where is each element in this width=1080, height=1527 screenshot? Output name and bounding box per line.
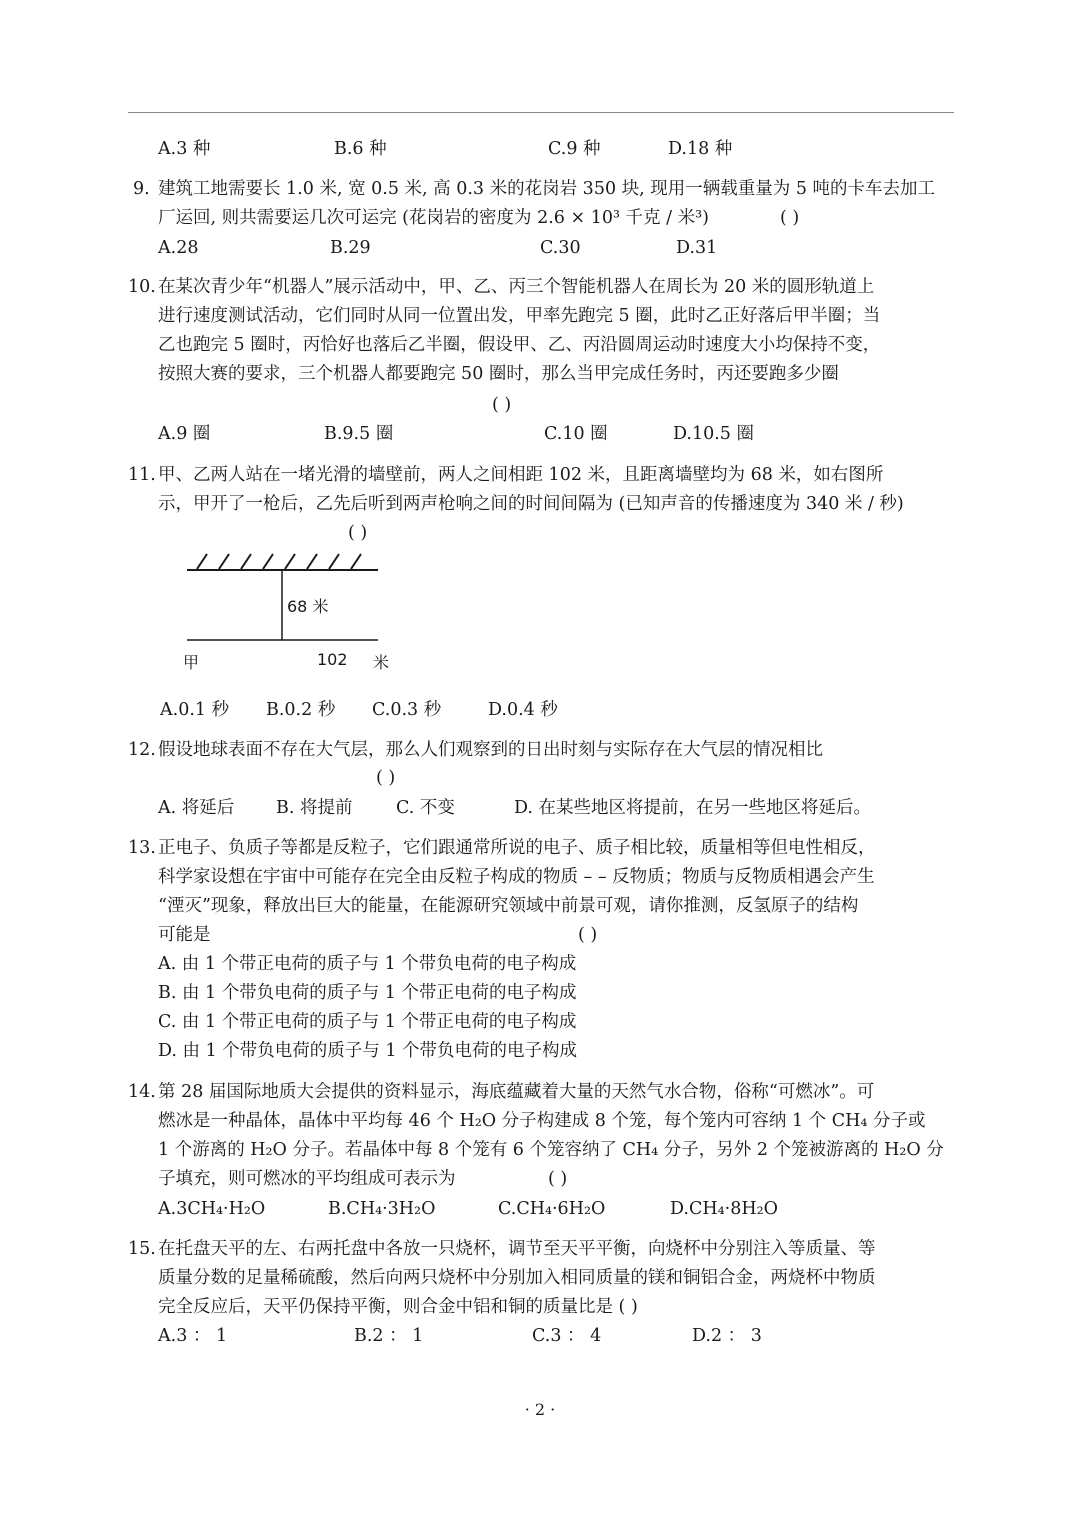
q9-line-2: 厂运回, 则共需要运几次可运完 (花岗岩的密度为 2.6 × 10³ 千克 / 米³) xyxy=(158,208,709,228)
wall-hatch-6 xyxy=(307,554,317,569)
wall-hatch-5 xyxy=(285,554,295,569)
height-label: 68 米 xyxy=(287,597,329,616)
q14-number: 14. xyxy=(128,1082,156,1102)
q12-option-d: D. 在某些地区将提前，在另一些地区将延后。 xyxy=(514,798,872,818)
q10-line-4: 按照大赛的要求，三个机器人都要跑完 50 圈时，那么当甲完成任务时，丙还要跑多少圈 xyxy=(158,364,839,384)
q11-option-b: B.0.2 秒 xyxy=(266,700,336,720)
q9-option-c: C.30 xyxy=(540,238,581,258)
wall-diagram xyxy=(175,548,405,678)
q10-answer-paren: ( ) xyxy=(492,395,512,415)
q14-line-3: 1 个游离的 H₂O 分子。若晶体中每 8 个笼有 6 个笼容纳了 CH₄ 分子，另外 2 个笼被游离的 H₂O 分 xyxy=(158,1140,944,1160)
page-number: · 2 · xyxy=(524,1400,556,1419)
q9-number: 9. xyxy=(133,179,150,199)
wall-hatch-3 xyxy=(241,554,251,569)
q12-option-c: C. 不变 xyxy=(396,798,455,818)
q12-option-a: A. 将延后 xyxy=(158,798,235,818)
q8-option-b: B.6 种 xyxy=(334,139,387,159)
q14-option-c: C.CH₄·6H₂O xyxy=(498,1199,606,1219)
q14-answer-paren: ( ) xyxy=(548,1169,568,1189)
wall-hatch-2 xyxy=(219,554,229,569)
q13-option-a: A. 由 1 个带正电荷的质子与 1 个带负电荷的电子构成 xyxy=(158,954,577,974)
q10-option-c: C.10 圈 xyxy=(544,424,608,444)
q8-option-c: C.9 种 xyxy=(548,139,601,159)
q9-option-a: A.28 xyxy=(158,238,199,258)
q13-answer-paren: ( ) xyxy=(578,925,598,945)
q14-option-b: B.CH₄·3H₂O xyxy=(328,1199,436,1219)
q13-line-3: “湮灭”现象，释放出巨大的能量，在能源研究领域中前景可观，请你推测，反氢原子的结构 xyxy=(158,896,859,916)
q11-option-a: A.0.1 秒 xyxy=(160,700,230,720)
q9-answer-paren: ( ) xyxy=(780,208,800,228)
q13-line-1: 正电子、负质子等都是反粒子，它们跟通常所说的电子、质子相比较，质量相等但电性相反， xyxy=(158,838,876,858)
q11-answer-paren: ( ) xyxy=(348,523,368,543)
q13-number: 13. xyxy=(128,838,156,858)
q11-option-c: C.0.3 秒 xyxy=(372,700,442,720)
distance-unit-label: 米 xyxy=(373,653,390,672)
q15-option-b: B.2 ： 1 xyxy=(354,1326,424,1346)
distance-label: 102 xyxy=(317,650,348,669)
wall-hatch-8 xyxy=(351,554,361,569)
q12-answer-paren: ( ) xyxy=(376,768,396,788)
header-rule xyxy=(128,112,954,113)
q8-option-d: D.18 种 xyxy=(668,139,733,159)
q12-option-b: B. 将提前 xyxy=(276,798,353,818)
q15-line-1: 在托盘天平的左、右两托盘中各放一只烧杯，调节至天平平衡，向烧杯中分别注入等质量、等 xyxy=(158,1239,876,1259)
q11-line-2: 示，甲开了一枪后，乙先后听到两声枪响之间的时间间隔为 (已知声音的传播速度为 340 米 / 秒) xyxy=(158,494,904,514)
wall-hatch-7 xyxy=(329,554,339,569)
q15-option-d: D.2 ： 3 xyxy=(692,1326,762,1346)
q11-number: 11. xyxy=(128,465,156,485)
q12-line-1: 假设地球表面不存在大气层，那么人们观察到的日出时刻与实际存在大气层的情况相比 xyxy=(158,740,823,760)
q8-option-a: A.3 种 xyxy=(158,139,211,159)
wall-hatch-4 xyxy=(263,554,273,569)
q14-line-2: 燃冰是一种晶体，晶体中平均每 46 个 H₂O 分子构建成 8 个笼，每个笼内可容纳 1 个 CH₄ 分子或 xyxy=(158,1111,926,1131)
q15-number: 15. xyxy=(128,1239,156,1259)
q12-number: 12. xyxy=(128,740,156,760)
q10-number: 10. xyxy=(128,277,156,297)
q10-line-1: 在某次青少年“机器人”展示活动中，甲、乙、丙三个智能机器人在周长为 20 米的圆形轨道上 xyxy=(158,277,875,297)
q10-option-d: D.10.5 圈 xyxy=(673,424,754,444)
q13-option-d: D. 由 1 个带负电荷的质子与 1 个带负电荷的电子构成 xyxy=(158,1041,578,1061)
q13-line-2: 科学家设想在宇宙中可能存在完全由反粒子构成的物质 – – 反物质；物质与反物质相遇会产生 xyxy=(158,867,875,887)
q14-line-4: 子填充，则可燃冰的平均组成可表示为 xyxy=(158,1169,456,1189)
q10-line-2: 进行速度测试活动，它们同时从同一位置出发，甲率先跑完 5 圈，此时乙正好落后甲半圈；当 xyxy=(158,306,881,326)
wall-hatch-1 xyxy=(197,554,207,569)
q15-option-a: A.3 ： 1 xyxy=(158,1326,228,1346)
q9-line-1: 建筑工地需要长 1.0 米, 宽 0.5 米, 高 0.3 米的花岗岩 350 块, 现用一辆载重量为 5 吨的卡车去加工 xyxy=(158,179,936,199)
q11-line-1: 甲、乙两人站在一堵光滑的墙壁前，两人之间相距 102 米，且距离墙壁均为 68 米，如右图所 xyxy=(158,465,884,485)
person-jia-label: 甲 xyxy=(183,653,200,672)
q15-option-c: C.3 ： 4 xyxy=(532,1326,602,1346)
q14-option-d: D.CH₄·8H₂O xyxy=(670,1199,778,1219)
q13-option-b: B. 由 1 个带负电荷的质子与 1 个带正电荷的电子构成 xyxy=(158,983,577,1003)
q13-option-c: C. 由 1 个带正电荷的质子与 1 个带正电荷的电子构成 xyxy=(158,1012,577,1032)
q14-line-1: 第 28 届国际地质大会提供的资料显示，海底蕴藏着大量的天然气水合物，俗称“可燃冰”。可 xyxy=(158,1082,875,1102)
q15-line-2: 质量分数的足量稀硫酸，然后向两只烧杯中分别加入相同质量的镁和铜铝合金，两烧杯中物质 xyxy=(158,1268,876,1288)
q15-line-3: 完全反应后，天平仍保持平衡，则合金中铝和铜的质量比是 ( ) xyxy=(158,1297,638,1317)
q9-option-b: B.29 xyxy=(330,238,371,258)
q9-option-d: D.31 xyxy=(676,238,718,258)
q14-option-a: A.3CH₄·H₂O xyxy=(158,1199,266,1219)
q10-option-a: A.9 圈 xyxy=(158,424,211,444)
q11-option-d: D.0.4 秒 xyxy=(488,700,558,720)
q10-option-b: B.9.5 圈 xyxy=(324,424,394,444)
q13-line-4: 可能是 xyxy=(158,925,211,945)
q10-line-3: 乙也跑完 5 圈时，丙恰好也落后乙半圈，假设甲、乙、丙沿圆周运动时速度大小均保持不变， xyxy=(158,335,881,355)
